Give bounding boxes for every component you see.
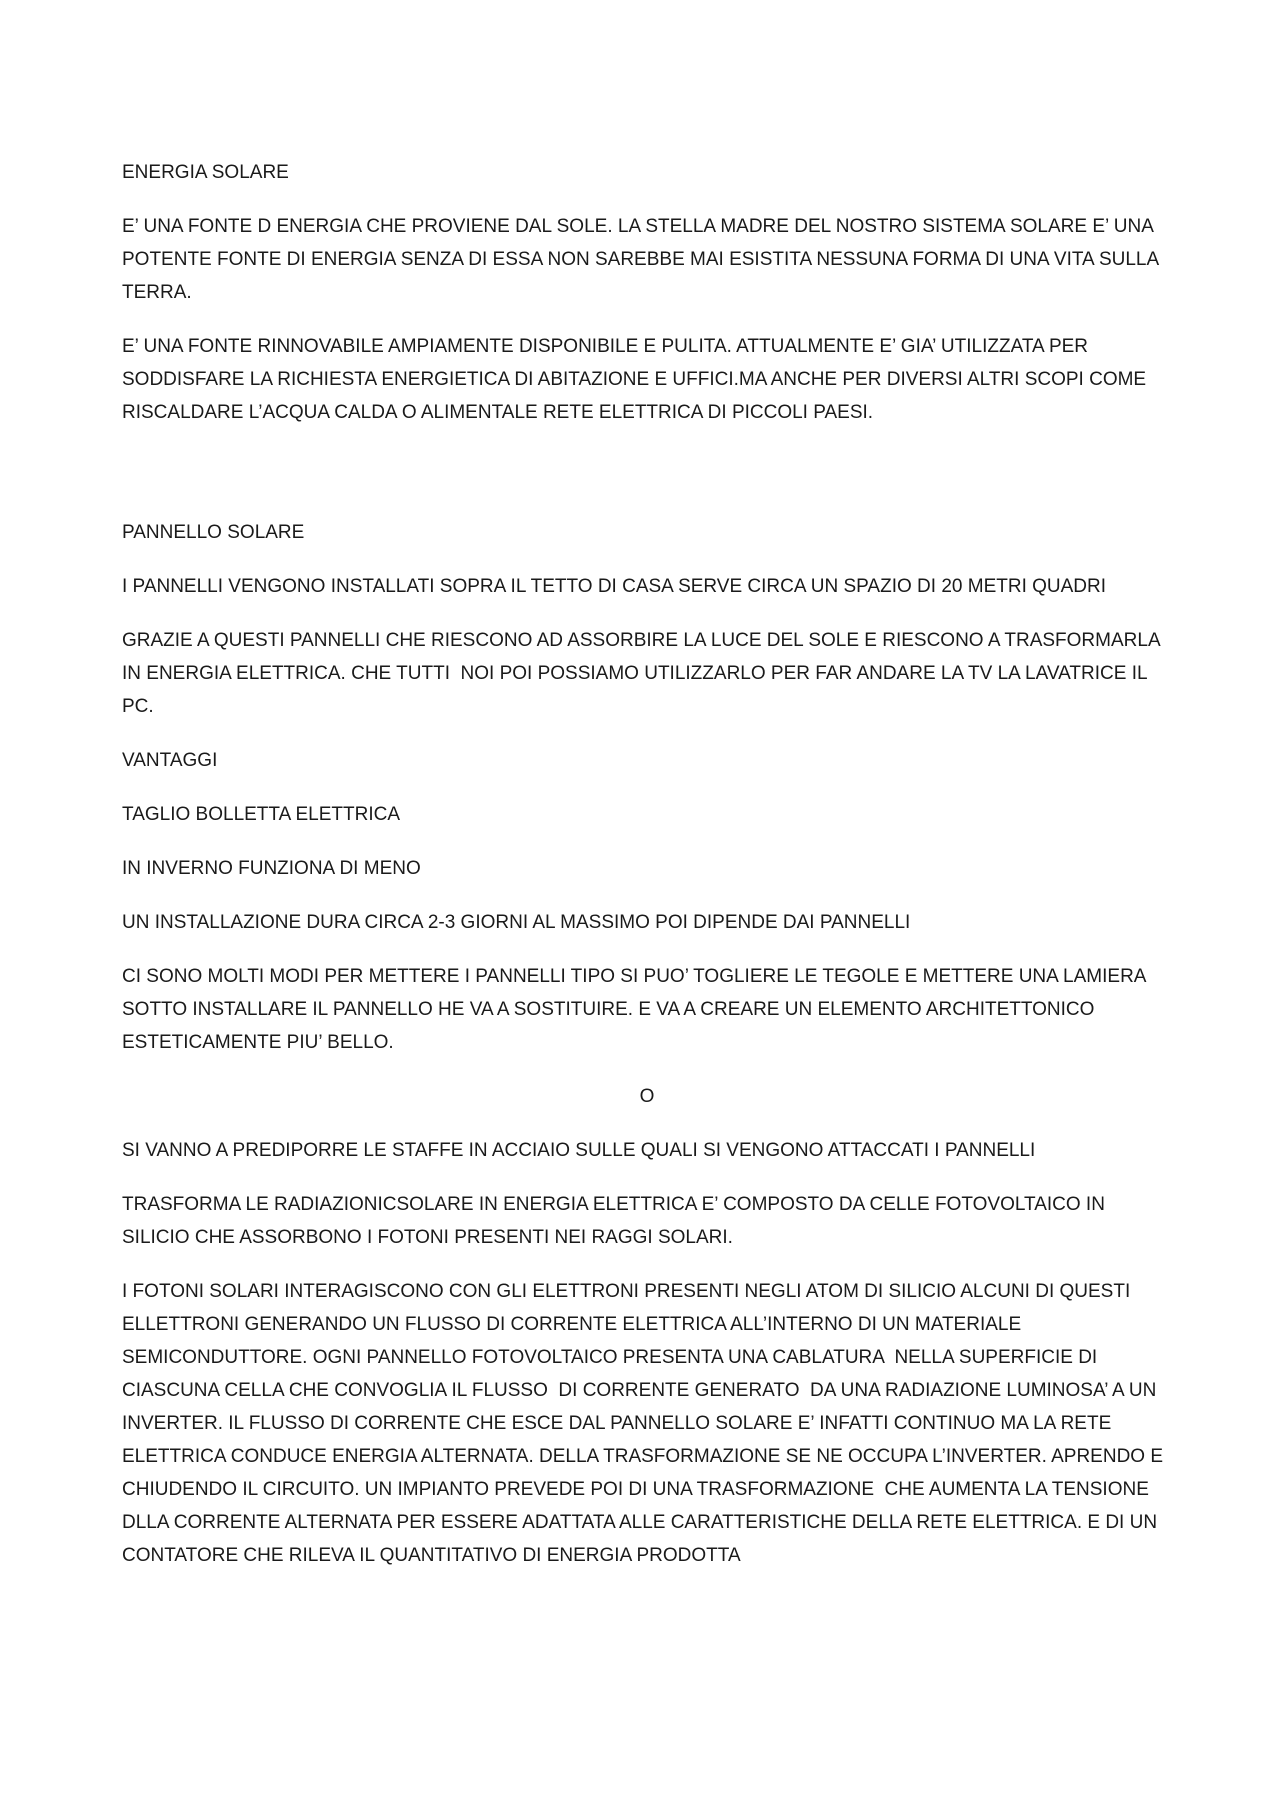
paragraph-photons-inverter: I FOTONI SOLARI INTERAGISCONO CON GLI ELETTRONI PRESENTI NEGLI ATOM DI SILICIO ALCUNI DI QUESTI ELLETTRONI GENERANDO UN FLUSSO DI CORRENTE ELETTRICA ALL’INTERNO DI UN MATERIALE SEMICONDUTTORE. OGNI PANNELLO FOTOVOLTAICO PRESENTA UNA CABLATURA NELLA SUPERFICIE DI CIASCUNA CELLA CHE CONVOGLIA IL FLUSSO DI CORRENTE GENERATO DA UNA RADIAZIONE LUMINOSA’ A UN INVERTER. IL FLUSSO DI CORRENTE CHE ESCE DAL PANNELLO SOLARE E’ INFATTI CONTINUO MA LA RETE ELETTRICA CONDUCE ENERGIA ALTERNATA. DELLA TRASFORMAZIONE SE NE OCCUPA L’INVERTER. APRENDO E CHIUDENDO IL CIRCUITO. UN IMPIANTO PREVEDE POI DI UNA TRASFORMAZIONE CHE AUMENTA LA TENSIONE DLLA CORRENTE ALTERNATA PER ESSERE ADATTATA ALLE CARATTERISTICHE DELLA RETE ELETTRICA. E DI UN CONTATORE CHE RILEVA IL QUANTITATIVO DI ENERGIA PRODOTTA	[122, 1281, 1169, 1566]
document-body	[122, 156, 1172, 1593]
paragraph-mounting-methods: CI SONO MOLTI MODI PER METTERE I PANNELLI TIPO SI PUO’ TOGLIERE LE TEGOLE E METTERE UNA LAMIERA SOTTO INSTALLARE IL PANNELLO HE VA A SOSTITUIRE. E VA A CREARE UN ELEMENTO ARCHITETTONICO ESTETICAMENTE PIU’ BELLO.	[122, 966, 1151, 1053]
paragraph-renewable: E’ UNA FONTE RINNOVABILE AMPIAMENTE DISPONIBILE E PULITA. ATTUALMENTE E’ GIA’ UTILIZZATA PER SODDISFARE LA RICHIESTA ENERGIETICA DI ABITAZIONE E UFFICI.MA ANCHE PER DIVERSI ALTRI SCOPI COME RISCALDARE L’ACQUA CALDA O ALIMENTALE RETE ELETTRICA DI PICCOLI PAESI.	[122, 336, 1152, 423]
paragraph-absorb-light: GRAZIE A QUESTI PANNELLI CHE RIESCONO AD ASSORBIRE LA LUCE DEL SOLE E RIESCONO A TRASFORMARLA IN ENERGIA ELETTRICA. CHE TUTTI NOI POI POSSIAMO UTILIZZARLO PER FAR ANDARE LA TV LA LAVATRICE IL PC.	[122, 630, 1165, 717]
separator-o: O	[639, 1086, 655, 1107]
list-item-bill: TAGLIO BOLLETTA ELETTRICA	[122, 804, 401, 825]
list-item-winter: IN INVERNO FUNZIONA DI MENO	[122, 858, 421, 879]
paragraph-installation: I PANNELLI VENGONO INSTALLATI SOPRA IL TETTO DI CASA SERVE CIRCA UN SPAZIO DI 20 METRI QUADRI	[122, 576, 1107, 597]
heading-pannello-solare: PANNELLO SOLARE	[122, 522, 305, 543]
paragraph-intro: E’ UNA FONTE D ENERGIA CHE PROVIENE DAL SOLE. LA STELLA MADRE DEL NOSTRO SISTEMA SOLARE E’ UNA POTENTE FONTE DI ENERGIA SENZA DI ESSA NON SAREBBE MAI ESISTITA NESSUNA FORMA DI UNA VITA SULLA TERRA.	[122, 216, 1164, 303]
paragraph-steel-brackets: SI VANNO A PREDIPORRE LE STAFFE IN ACCIAIO SULLE QUALI SI VENGONO ATTACCATI I PANNELLI	[122, 1140, 1036, 1161]
paragraph-photovoltaic-cells: TRASFORMA LE RADIAZIONICSOLARE IN ENERGIA ELETTRICA E’ COMPOSTO DA CELLE FOTOVOLTAICO IN SILICIO CHE ASSORBONO I FOTONI PRESENTI NEI RAGGI SOLARI.	[122, 1194, 1111, 1248]
list-item-duration: UN INSTALLAZIONE DURA CIRCA 2-3 GIORNI AL MASSIMO POI DIPENDE DAI PANNELLI	[122, 912, 911, 933]
heading-energia-solare: ENERGIA SOLARE	[122, 162, 289, 183]
heading-vantaggi: VANTAGGI	[122, 750, 218, 771]
